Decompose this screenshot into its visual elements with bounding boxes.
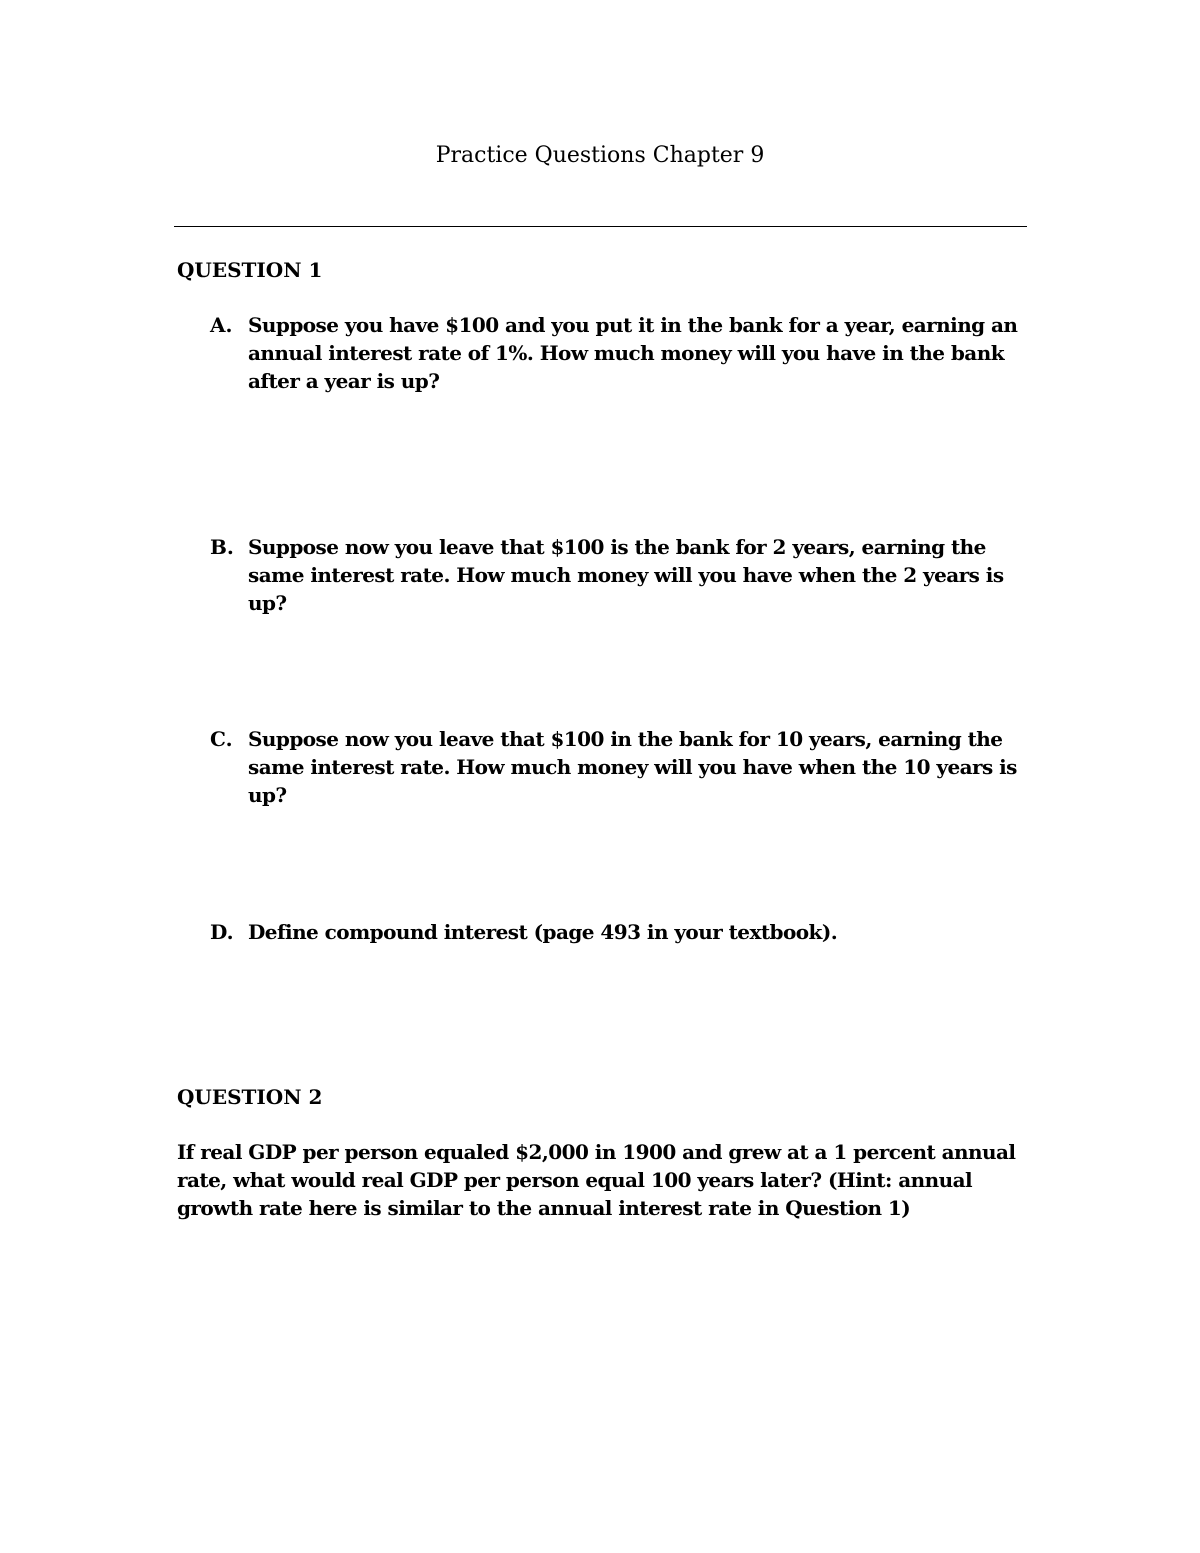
- question-1-part-c: [177, 725, 1027, 809]
- question-1-part-b: [177, 533, 1027, 617]
- question-2-heading: QUESTION 2: [177, 1085, 323, 1109]
- part-d-text: Define compound interest (page 493 in your textbook).: [248, 920, 838, 944]
- horizontal-divider: [174, 226, 1027, 227]
- part-a-letter: A.: [210, 313, 233, 337]
- page-title: Practice Questions Chapter 9: [435, 143, 765, 168]
- question-2-text: If real GDP per person equaled $2,000 in 1900 and grew at a 1 percent annual rate, what would real GDP per person equal 100 years later? (Hint: annual growth rate here is similar to the annual interest rate in Question 1): [177, 1140, 1016, 1220]
- part-d-letter: D.: [210, 920, 234, 944]
- part-c-letter: C.: [210, 727, 233, 751]
- part-b-letter: B.: [210, 535, 234, 559]
- part-a-text: Suppose you have $100 and you put it in the bank for a year, earning an annual interest rate of 1%. How much money will you have in the bank after a year is up?: [248, 313, 1018, 393]
- part-b-text: Suppose now you leave that $100 is the bank for 2 years, earning the same interest rate. How much money will you have when the 2 years is up?: [248, 535, 1004, 615]
- question-1-part-d: [177, 918, 1027, 946]
- question-1-heading: QUESTION 1: [177, 258, 323, 282]
- part-c-text: Suppose now you leave that $100 in the bank for 10 years, earning the same interest rate. How much money will you have when the 10 years is up?: [248, 727, 1017, 807]
- question-1-part-a: [177, 311, 1027, 395]
